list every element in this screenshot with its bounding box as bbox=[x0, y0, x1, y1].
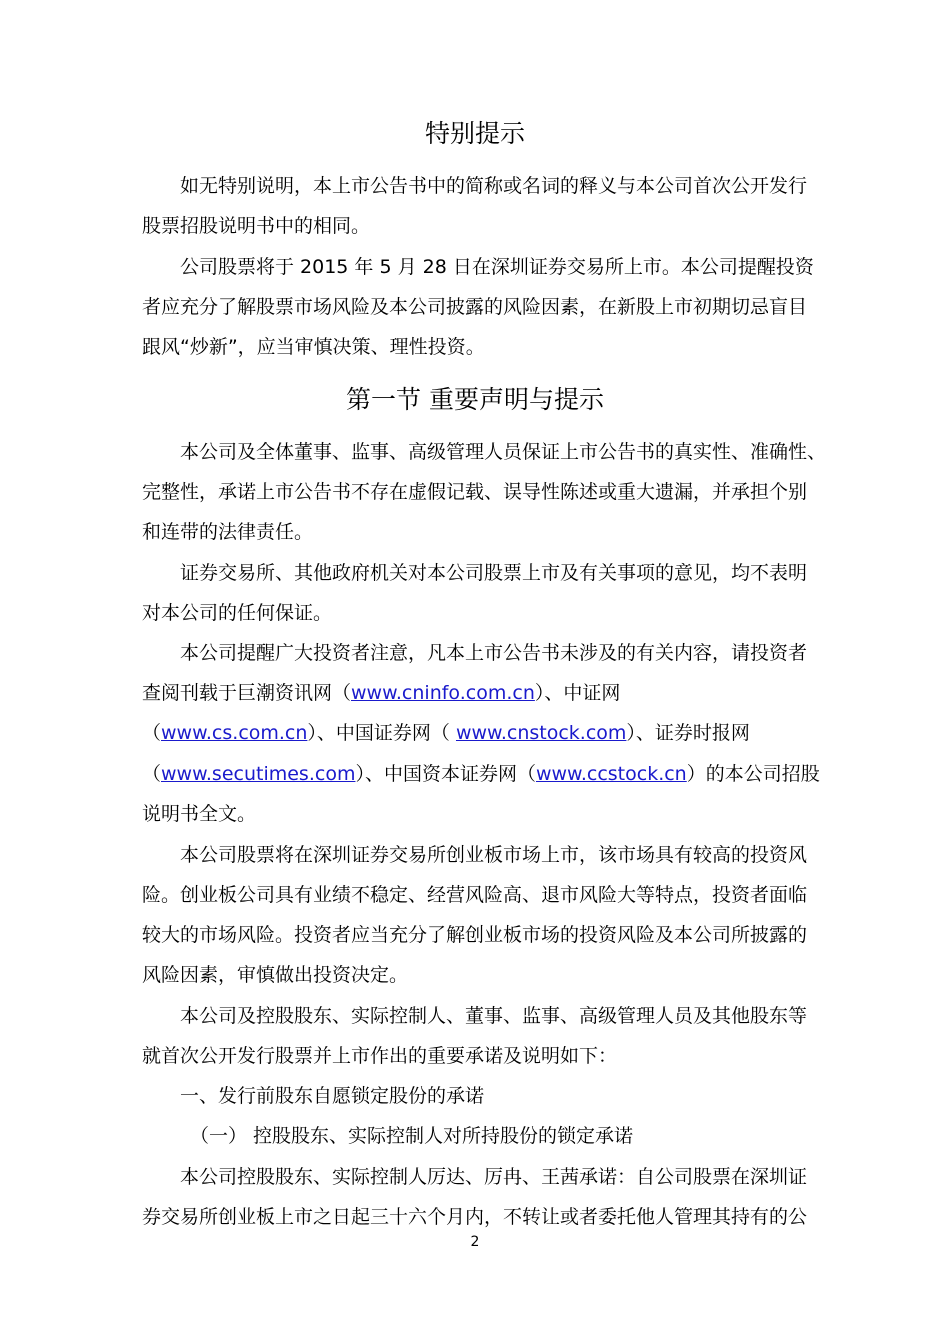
paragraph-line: 如无特别说明，本上市公告书中的简称或名词的释义与本公司首次公开发行 bbox=[180, 175, 808, 197]
paragraph-line: 本公司股票将在深圳证券交易所创业板市场上市，该市场具有较高的投资风 bbox=[180, 844, 808, 866]
paragraph-line bbox=[142, 680, 620, 706]
paragraph-line: 本公司控股股东、实际控制人厉达、厉冉、王茜承诺：自公司股票在深圳证 bbox=[180, 1166, 808, 1188]
ccstock-link[interactable]: www.ccstock.cn bbox=[535, 763, 687, 785]
line-text: ）、中证网 bbox=[534, 682, 621, 704]
paragraph-line: 和连带的法律责任。 bbox=[142, 521, 314, 543]
paragraph-line bbox=[142, 761, 820, 787]
special-notice-title: 特别提示 bbox=[424, 119, 525, 148]
paragraph-line: 本公司及全体董事、监事、高级管理人员保证上市公告书的真实性、准确性、 bbox=[180, 441, 827, 463]
paragraph-line: 完整性，承诺上市公告书不存在虚假记载、误导性陈述或重大遗漏，并承担个别 bbox=[142, 481, 808, 503]
paragraph-line: 较大的市场风险。投资者应当充分了解创业板市场的投资风险及本公司所披露的 bbox=[142, 924, 808, 946]
paragraph-line: 券交易所创业板上市之日起三十六个月内，不转让或者委托他人管理其持有的公 bbox=[142, 1206, 808, 1228]
subheading: 一、发行前股东自愿锁定股份的承诺 bbox=[180, 1085, 485, 1107]
paragraph-line: 股票招股说明书中的相同。 bbox=[142, 215, 371, 237]
line-text: ）的本公司招股 bbox=[686, 763, 820, 785]
cs-link[interactable]: www.cs.com.cn bbox=[161, 722, 308, 744]
page-number: 2 bbox=[470, 1234, 480, 1250]
paragraph-line: 本公司提醒广大投资者注意，凡本上市公告书未涉及的有关内容，请投资者 bbox=[180, 642, 808, 664]
paragraph-line bbox=[142, 720, 750, 746]
paragraph-line: 风险因素，审慎做出投资决定。 bbox=[142, 964, 409, 986]
subheading: （一） 控股股东、实际控制人对所持股份的锁定承诺 bbox=[190, 1125, 634, 1147]
paragraph-line: 对本公司的任何保证。 bbox=[142, 602, 333, 624]
line-text: ）、中国证券网（ bbox=[307, 722, 456, 744]
secutimes-link[interactable]: www.secutimes.com bbox=[161, 763, 356, 785]
paragraph-line: 本公司及控股股东、实际控制人、董事、监事、高级管理人员及其他股东等 bbox=[180, 1005, 808, 1027]
line-text: （ bbox=[142, 722, 162, 744]
line-text: ）、证券时报网 bbox=[626, 722, 750, 744]
paragraph-line: 就首次公开发行股票并上市作出的重要承诺及说明如下： bbox=[142, 1045, 618, 1067]
paragraph-line: 险。创业板公司具有业绩不稳定、经营风险高、退市风险大等特点，投资者面临 bbox=[142, 884, 808, 906]
paragraph-line: 说明书全文。 bbox=[142, 803, 257, 825]
paragraph-line: 者应充分了解股票市场风险及本公司披露的风险因素，在新股上市初期切忌盲目 bbox=[142, 296, 808, 318]
cnstock-link[interactable]: www.cnstock.com bbox=[455, 722, 627, 744]
line-text: 查阅刊载于巨潮资讯网（ bbox=[142, 682, 352, 704]
section-title: 第一节 重要声明与提示 bbox=[346, 385, 604, 414]
cninfo-link[interactable]: www.cninfo.com.cn bbox=[351, 682, 535, 704]
line-text: （ bbox=[142, 763, 162, 785]
paragraph-line: 公司股票将于 2015 年 5 月 28 日在深圳证券交易所上市。本公司提醒投资 bbox=[180, 256, 814, 278]
paragraph-line: 跟风“炒新”，应当审慎决策、理性投资。 bbox=[142, 336, 485, 358]
paragraph-line: 证券交易所、其他政府机关对本公司股票上市及有关事项的意见，均不表明 bbox=[180, 562, 808, 584]
line-text: ）、中国资本证券网（ bbox=[355, 763, 536, 785]
